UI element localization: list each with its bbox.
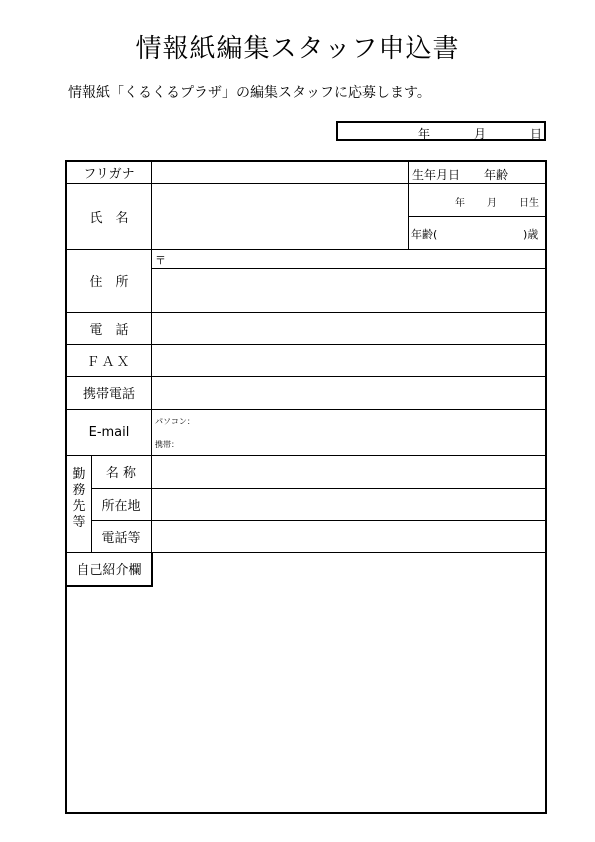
date-year-label: 年 (418, 127, 431, 141)
mobile-phone-label: 携帯電話 (82, 387, 135, 402)
subtitle: 情報紙「くるくるプラザ」の編集スタッフに応募します。 (68, 85, 431, 101)
furigana-label: フリガナ (83, 167, 135, 182)
phone-label: 電 話 (89, 322, 129, 338)
email-mobile-field[interactable] (187, 433, 545, 455)
birth-month-label: 月 (487, 198, 497, 209)
application-date-box[interactable] (336, 121, 546, 141)
email-mobile-label: 携帯： (155, 440, 179, 449)
date-day-label: 日 (530, 127, 543, 141)
fax-field[interactable] (152, 345, 545, 376)
work-location-label: 所在地 (101, 498, 141, 514)
birth-day-label: 日生 (519, 198, 539, 209)
self-intro-label-right (151, 552, 153, 587)
work-location-field[interactable] (152, 489, 545, 520)
name-field[interactable] (152, 184, 408, 249)
birth-year-label: 年 (455, 198, 465, 209)
birth-date-field[interactable] (409, 184, 545, 216)
address-field[interactable] (152, 269, 545, 312)
birth-age-header: 生年月日 年齢 (412, 168, 509, 182)
email-pc-field[interactable] (197, 410, 545, 432)
page-title: 情報紙編集スタッフ申込書 (135, 34, 460, 64)
mobile-phone-field[interactable] (152, 377, 545, 409)
phone-field[interactable] (152, 313, 545, 344)
email-pc-label: パソコン： (155, 417, 195, 426)
work-phone-label: 電話等 (101, 530, 141, 546)
postal-code-field[interactable] (152, 250, 545, 268)
self-intro-field[interactable] (67, 587, 545, 812)
email-label: E-mail (88, 424, 130, 440)
work-name-label: 名 称 (105, 466, 137, 481)
postal-mark: 〒 (155, 254, 166, 267)
age-close-label: )歳 (523, 228, 539, 241)
name-label: 氏 名 (89, 210, 129, 226)
application-form (65, 160, 547, 814)
age-open-label: 年齢( (411, 228, 438, 241)
date-month-label: 月 (474, 127, 487, 141)
fax-label: ＦＡＸ (86, 354, 132, 370)
work-group-label: 勤務先等 (72, 467, 86, 530)
age-field[interactable] (409, 217, 545, 249)
self-intro-label: 自己紹介欄 (76, 563, 142, 578)
address-label: 住 所 (89, 275, 129, 290)
work-name-field[interactable] (152, 456, 545, 488)
furigana-field[interactable] (152, 162, 408, 183)
work-phone-field[interactable] (152, 521, 545, 552)
